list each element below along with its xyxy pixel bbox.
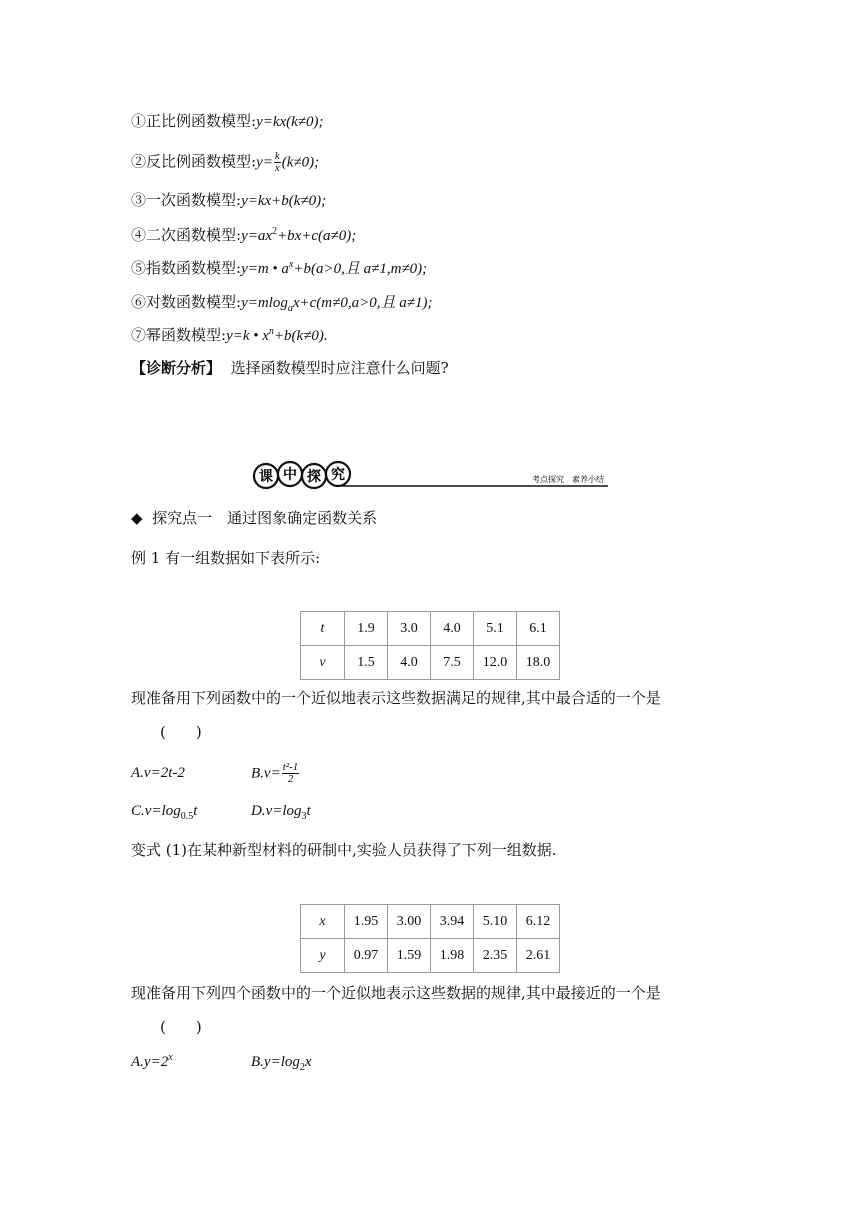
model-7-exponent: n xyxy=(268,326,274,337)
table-cell: 3.0 xyxy=(388,612,431,646)
variant-table xyxy=(300,904,560,973)
table-cell: 4.0 xyxy=(388,646,431,680)
model-5-formula-a: y=m • a xyxy=(241,261,289,277)
banner-char-3: 探 xyxy=(307,469,321,485)
fraction-denominator: 2 xyxy=(287,773,294,785)
model-7-formula-a: y=k • x xyxy=(226,328,269,344)
model-2 xyxy=(131,151,319,174)
model-6-base: a xyxy=(287,303,293,314)
diagnosis xyxy=(131,358,449,378)
model-7-label: ⑦幂函数模型: xyxy=(131,326,227,344)
fraction-denominator: x xyxy=(274,162,280,174)
example-1-question-text: 现准备用下列函数中的一个近似地表示这些数据满足的规律,其中最合适的一个是 xyxy=(131,689,661,707)
variant-question xyxy=(131,983,661,1003)
fraction-numerator: t²-1 xyxy=(282,761,299,773)
diamond-bullet-icon: ◆ xyxy=(131,509,143,527)
table-cell: 18.0 xyxy=(517,646,560,680)
fraction-numerator: k xyxy=(274,150,280,162)
variant-options-ab xyxy=(131,1051,312,1073)
option-d-a: D.v=log xyxy=(251,803,302,819)
table-row xyxy=(301,905,560,939)
variant-intro xyxy=(131,840,557,860)
table-cell: x xyxy=(301,905,345,939)
model-5-exponent: x xyxy=(288,259,294,270)
table-cell: 1.95 xyxy=(345,905,388,939)
option-c-b: t xyxy=(193,803,198,819)
table-cell: t xyxy=(301,612,345,646)
table-cell: 1.59 xyxy=(388,939,431,973)
model-1-formula: y=kx(k≠0); xyxy=(256,114,324,130)
table-cell: 6.1 xyxy=(517,612,560,646)
table-cell: y xyxy=(301,939,345,973)
option-c xyxy=(131,801,198,822)
model-5-formula-b: +b(a>0,且 a≠1,m≠0); xyxy=(293,261,428,277)
model-3-formula: y=kx+b(k≠0); xyxy=(241,193,327,209)
model-7-formula-b: +b(k≠0). xyxy=(273,328,328,344)
banner-char-4: 究 xyxy=(331,467,345,483)
option-b xyxy=(251,762,300,785)
model-5-label: ⑤指数函数模型: xyxy=(131,259,242,277)
model-3-label: ③一次函数模型: xyxy=(131,191,242,209)
option-a: A.v=2t-2 xyxy=(131,765,185,781)
table-cell: 1.9 xyxy=(345,612,388,646)
banner-char-2: 中 xyxy=(283,467,297,483)
table-cell: 12.0 xyxy=(474,646,517,680)
table-cell: 2.35 xyxy=(474,939,517,973)
option-b-fraction xyxy=(282,762,300,785)
table-cell: 5.1 xyxy=(474,612,517,646)
model-6 xyxy=(131,292,432,313)
model-5 xyxy=(131,258,427,279)
option-d-b: t xyxy=(306,803,311,819)
model-2-rest: (k≠0); xyxy=(281,154,320,171)
answer-blank: ( ) xyxy=(160,723,202,741)
option-c-base: 0.5 xyxy=(180,811,194,822)
table-cell: 3.94 xyxy=(431,905,474,939)
variant-question-text: 现准备用下列四个函数中的一个近似地表示这些数据的规律,其中最接近的一个是 xyxy=(131,984,661,1002)
example-1-question xyxy=(131,688,661,708)
model-3 xyxy=(131,190,326,211)
table-cell: v xyxy=(301,646,345,680)
diagnosis-label: 【诊断分析】 xyxy=(131,359,222,377)
variant-option-b-b: x xyxy=(304,1054,312,1070)
model-2-lhs: y= xyxy=(256,154,273,171)
variant-option-a xyxy=(131,1052,173,1070)
banner-right-text: 考点探究 素养小结 xyxy=(532,475,604,484)
variant-option-b xyxy=(251,1051,312,1072)
table-cell: 0.97 xyxy=(345,939,388,973)
model-4 xyxy=(131,225,356,246)
option-d-base: 3 xyxy=(301,811,307,822)
model-2-label: ②反比例函数模型: xyxy=(131,152,257,171)
variant-option-b-base: 2 xyxy=(299,1062,305,1073)
section-title: 探究点一 通过图象确定函数关系 xyxy=(152,509,378,527)
table-cell: 1.5 xyxy=(345,646,388,680)
answer-blank: ( ) xyxy=(160,1018,202,1036)
table-cell: 7.5 xyxy=(431,646,474,680)
section-banner xyxy=(252,460,608,492)
option-c-a: C.v=log xyxy=(131,803,181,819)
option-d xyxy=(251,800,311,821)
model-7 xyxy=(131,325,328,346)
variant-option-a-exponent: x xyxy=(168,1052,173,1063)
example-1-intro xyxy=(131,548,320,568)
table-cell: 5.10 xyxy=(474,905,517,939)
table-cell: 1.98 xyxy=(431,939,474,973)
variant-option-b-a: B.y=log xyxy=(251,1054,300,1070)
model-4-formula-b: +bx+c(a≠0); xyxy=(277,228,357,244)
variant-intro-text: 变式 (1)在某种新型材料的研制中,实验人员获得了下列一组数据. xyxy=(131,841,557,859)
banner-char-1: 课 xyxy=(259,469,273,485)
example-1-intro-text: 例 1 有一组数据如下表所示: xyxy=(131,549,321,567)
model-6-formula-a: y=mlog xyxy=(241,295,288,311)
table-cell: 2.61 xyxy=(517,939,560,973)
option-b-lhs: B.v= xyxy=(251,765,281,782)
model-1-label: ①正比例函数模型: xyxy=(131,112,257,130)
model-4-exponent: 2 xyxy=(272,226,277,237)
table-cell: 6.12 xyxy=(517,905,560,939)
model-6-label: ⑥对数函数模型: xyxy=(131,293,242,311)
table-row xyxy=(301,939,560,973)
diagnosis-question: 选择函数模型时应注意什么问题? xyxy=(230,359,449,377)
variant-option-a-a: A.y=2 xyxy=(131,1054,169,1070)
example-1-options-cd xyxy=(131,800,311,822)
model-4-label: ④二次函数模型: xyxy=(131,226,242,244)
section-heading xyxy=(131,508,377,528)
table-cell: 3.00 xyxy=(388,905,431,939)
table-row xyxy=(301,646,560,680)
example-1-options-ab xyxy=(131,761,299,785)
model-4-formula-a: y=ax xyxy=(241,228,272,244)
table-cell: 4.0 xyxy=(431,612,474,646)
model-2-fraction xyxy=(274,151,281,174)
model-6-formula-b: x+c(m≠0,a>0,且 a≠1); xyxy=(292,295,433,311)
example-1-table xyxy=(300,611,560,680)
model-1 xyxy=(131,111,324,132)
table-row xyxy=(301,612,560,646)
